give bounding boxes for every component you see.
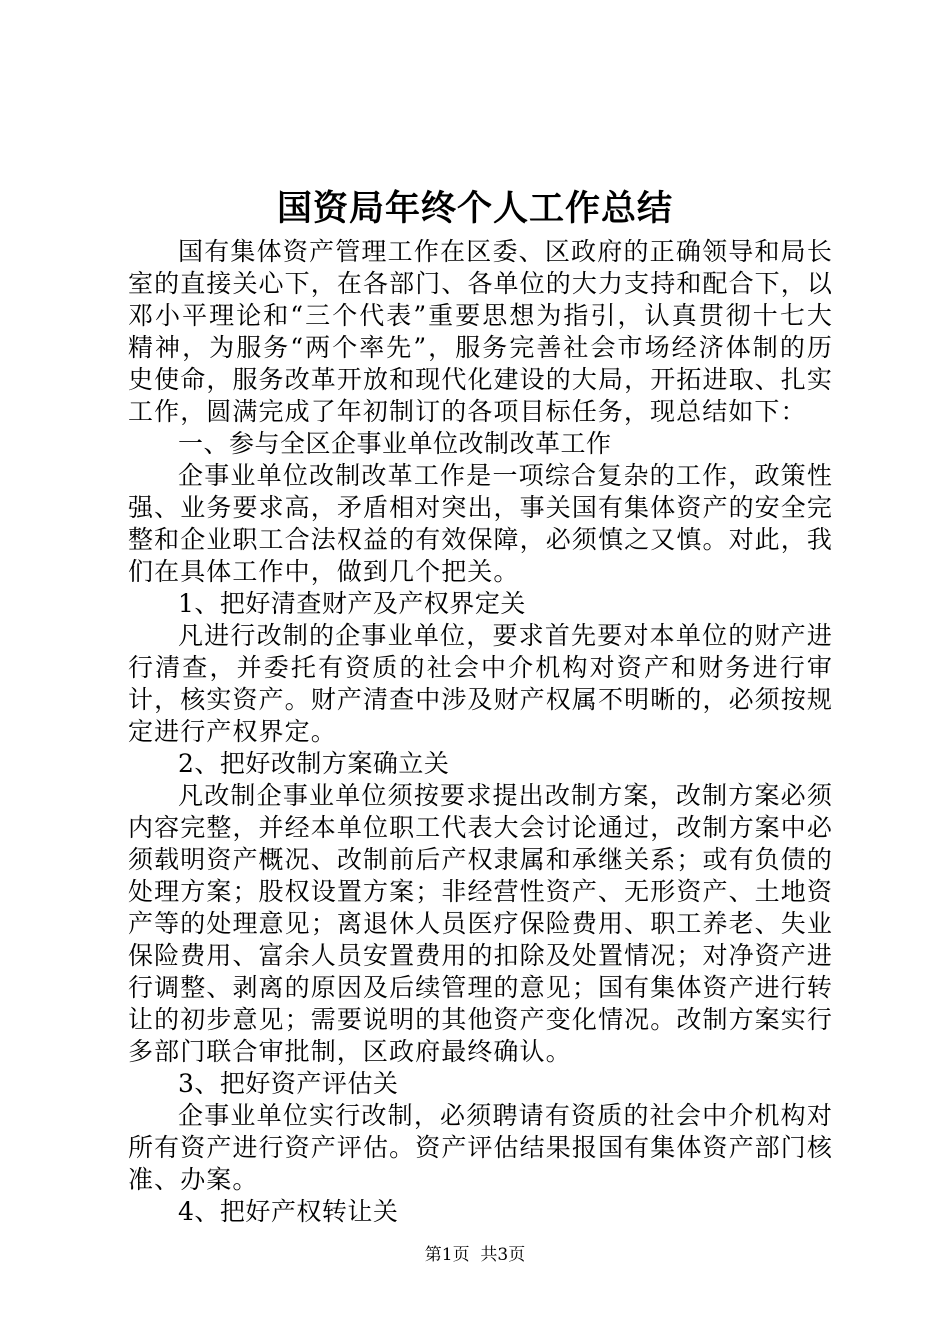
intro-paragraph: 国有集体资产管理工作在区委、区政府的正确领导和局长室的直接关心下，在各部门、各单位的大力支持和配合下，以邓小平理论和“三个代表”重要思想为指引，认真贯彻十七大精神，为服务“两个率先”，服务完善社会市场经济体制的历史使命，服务改革开放和现代化建设的大局，开拓进取、扎实工作，圆满完成了年初制订的各项目标任务，现总结如下： xyxy=(128,237,833,426)
subsection-heading: 4、把好产权转让关 xyxy=(178,1197,399,1226)
body-paragraph: 企事业单位实行改制，必须聘请有资质的社会中介机构对所有资产进行资产评估。资产评估结果报国有集体资产部门核准、办案。 xyxy=(128,1101,833,1194)
subsection-heading: 2、把好改制方案确立关 xyxy=(178,749,450,778)
body-paragraph: 凡改制企事业单位须按要求提出改制方案，改制方案必须内容完整，并经本单位职工代表大会讨论通过，改制方案中必须载明资产概况、改制前后产权隶属和承继关系；或有负债的处理方案；股权设置方案；非经营性资产、无形资产、土地资产等的处理意见；离退休人员医疗保险费用、职工养老、失业保险费用、富余人员安置费用的扣除及处置情况；对净资产进行调整、剥离的原因及后续管理的意见；国有集体资产进行转让的初步意见；需要说明的其他资产变化情况。改制方案实行多部门联合审批制，区政府最终确认。 xyxy=(128,781,833,1066)
page-number: 第1页 xyxy=(424,1245,470,1265)
body-paragraph: 凡进行改制的企事业单位，要求首先要对本单位的财产进行清查，并委托有资质的社会中介机构对资产和财务进行审计，核实资产。财产清查中涉及财产权属不明晰的，必须按规定进行产权界定。 xyxy=(128,621,833,746)
page-total: 共3页 xyxy=(480,1245,526,1265)
subsection-heading: 1、把好清查财产及产权界定关 xyxy=(178,589,526,618)
subsection-heading: 3、把好资产评估关 xyxy=(178,1069,399,1098)
document-title: 国资局年终个人工作总结 xyxy=(276,188,673,229)
page-footer xyxy=(0,1243,950,1267)
document-body xyxy=(128,236,833,1228)
body-paragraph: 企事业单位改制改革工作是一项综合复杂的工作，政策性强、业务要求高，矛盾相对突出，事关国有集体资产的安全完整和企业职工合法权益的有效保障，必须慎之又慎。对此，我们在具体工作中，做到几个把关。 xyxy=(128,461,833,586)
section-heading: 一、参与全区企事业单位改制改革工作 xyxy=(178,429,612,458)
